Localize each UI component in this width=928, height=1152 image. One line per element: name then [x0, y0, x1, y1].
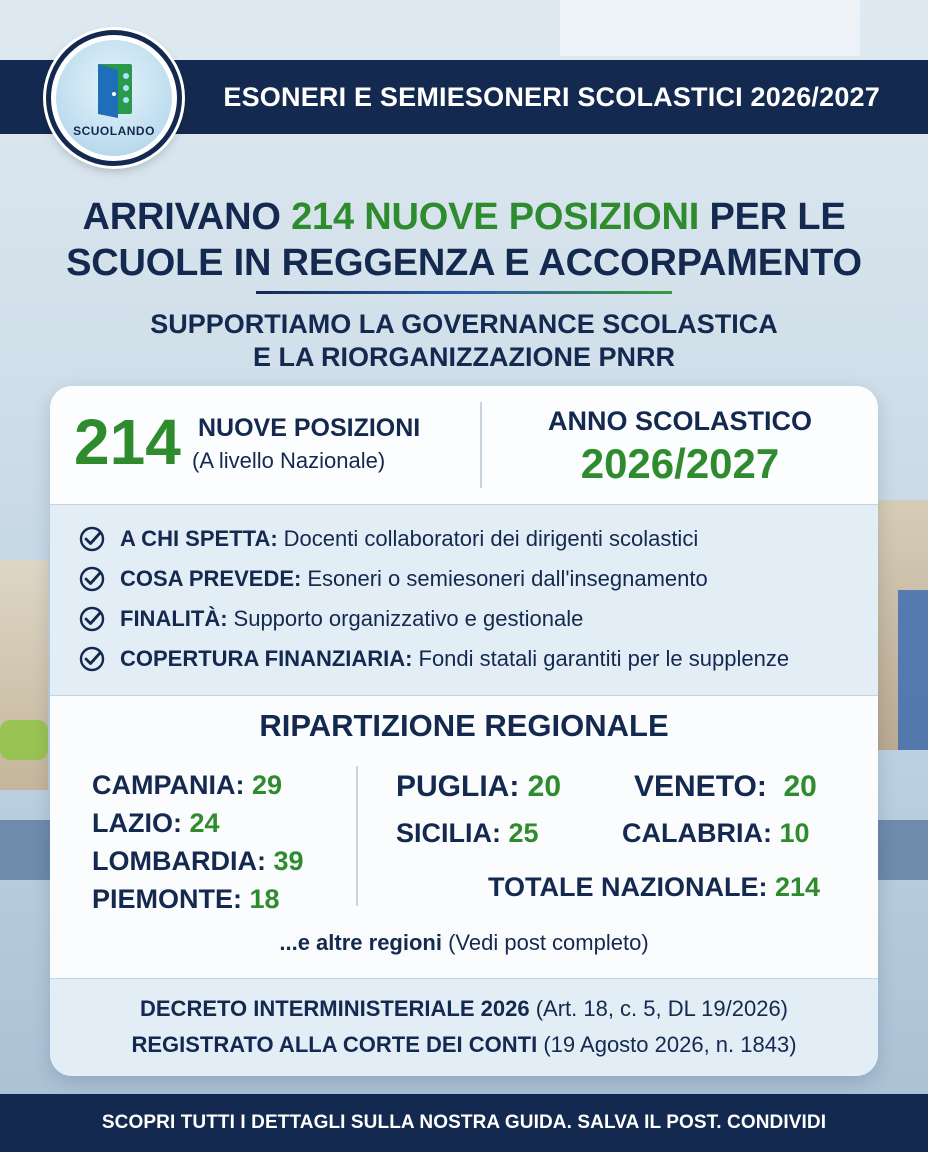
info-value: Esoneri o semiesoneri dall'insegnamento [307, 566, 708, 591]
region-value: 18 [249, 884, 280, 914]
region-total [488, 872, 820, 903]
headline-divider [256, 291, 672, 294]
region-name: PUGLIA: [396, 770, 520, 803]
door-icon [84, 58, 144, 122]
region-name: CAMPANIA: [92, 770, 245, 800]
other-regions-link: (Vedi post completo) [448, 930, 649, 955]
school-year-value: 2026/2027 [580, 440, 780, 487]
region-value: 25 [508, 818, 539, 848]
logo-text: SCUOLANDO [73, 124, 155, 138]
info-key: COPERTURA FINANZIARIA: [120, 646, 413, 671]
info-value: Supporto organizzativo e gestionale [233, 606, 584, 631]
region-calabria [622, 818, 810, 849]
school-year-label: ANNO SCOLASTICO [547, 406, 812, 436]
region-puglia [396, 770, 561, 804]
summary-divider [480, 402, 482, 488]
headline-line-2: SCUOLE IN REGGENZA E ACCORPAMENTO [66, 242, 862, 284]
regions-title: RIPARTIZIONE REGIONALE [259, 708, 669, 743]
info-item [78, 639, 878, 679]
info-item [78, 599, 878, 639]
other-regions-note [50, 930, 878, 956]
header-title: ESONERI E SEMIESONERI SCOLASTICI 2026/2027 [223, 81, 880, 112]
region-name: PIEMONTE: [92, 884, 243, 914]
registration-title: REGISTRATO ALLA CORTE DEI CONTI [131, 1032, 538, 1057]
registration-reference: (19 Agosto 2026, n. 1843) [543, 1032, 797, 1057]
region-lazio [92, 808, 220, 839]
region-total-value: 214 [775, 872, 821, 902]
subheadline-line-2: E LA RIORGANIZZAZIONE PNRR [253, 342, 675, 372]
region-name: LAZIO: [92, 808, 182, 838]
decree-line-1 [50, 991, 878, 1027]
info-value: Fondi statali garantiti per le supplenze [418, 646, 790, 671]
check-circle-icon [78, 605, 106, 633]
decree-reference: (Art. 18, c. 5, DL 19/2026) [535, 996, 788, 1021]
positions-label: NUOVE POSIZIONI [198, 414, 421, 442]
info-key: FINALITÀ: [120, 606, 228, 631]
info-value: Docenti collaboratori dei dirigenti scolastici [283, 526, 699, 551]
region-sicilia [396, 818, 539, 849]
check-circle-icon [78, 565, 106, 593]
info-key: A CHI SPETTA: [120, 526, 278, 551]
background-window [560, 0, 860, 56]
logo [46, 30, 182, 166]
region-value: 20 [527, 770, 562, 803]
region-value: 10 [779, 818, 810, 848]
region-value: 20 [783, 770, 817, 803]
info-card [50, 386, 878, 1076]
region-campania [92, 770, 282, 801]
info-item [78, 519, 878, 559]
other-regions-text: ...e altre regioni [279, 930, 442, 955]
check-circle-icon [78, 645, 106, 673]
subheadline-line-1: SUPPORTIAMO LA GOVERNANCE SCOLASTICA [150, 309, 778, 339]
decree-block [50, 978, 878, 1076]
subheadline [0, 308, 928, 374]
positions-sublabel: (A livello Nazionale) [192, 448, 386, 473]
regions-divider [356, 766, 358, 906]
region-lombardia [92, 846, 304, 877]
background-rug-right [878, 820, 928, 880]
region-veneto [634, 770, 817, 804]
background-door [898, 590, 928, 750]
region-value: 39 [273, 846, 304, 876]
logo-badge [56, 40, 172, 156]
info-key: COSA PREVEDE: [120, 566, 302, 591]
headline-suffix: PER LE [699, 196, 846, 238]
background-rug-left [0, 820, 50, 880]
positions-number: 214 [74, 406, 181, 478]
region-name: LOMBARDIA: [92, 846, 266, 876]
background-chair [0, 720, 48, 760]
headline [0, 194, 928, 286]
region-name: VENETO: [634, 770, 767, 803]
decree-title: DECRETO INTERMINISTERIALE 2026 [140, 996, 530, 1021]
region-value: 24 [189, 808, 220, 838]
decree-line-2 [50, 1027, 878, 1063]
headline-line-1 [0, 194, 928, 240]
check-circle-icon [78, 525, 106, 553]
region-value: 29 [252, 770, 283, 800]
info-item [78, 559, 878, 599]
footer-call-to-action: SCOPRI TUTTI I DETTAGLI SULLA NOSTRA GUIDA. SALVA IL POST. CONDIVIDI [101, 1112, 827, 1133]
headline-prefix: ARRIVANO [82, 196, 292, 238]
headline-highlight: 214 NUOVE POSIZIONI [291, 196, 700, 238]
summary-row [50, 386, 878, 502]
region-piemonte [92, 884, 280, 915]
region-total-name: TOTALE NAZIONALE: [488, 872, 768, 902]
region-name: CALABRIA: [622, 818, 772, 848]
footer-band [0, 1094, 928, 1152]
region-name: SICILIA: [396, 818, 501, 848]
info-list [50, 504, 878, 696]
